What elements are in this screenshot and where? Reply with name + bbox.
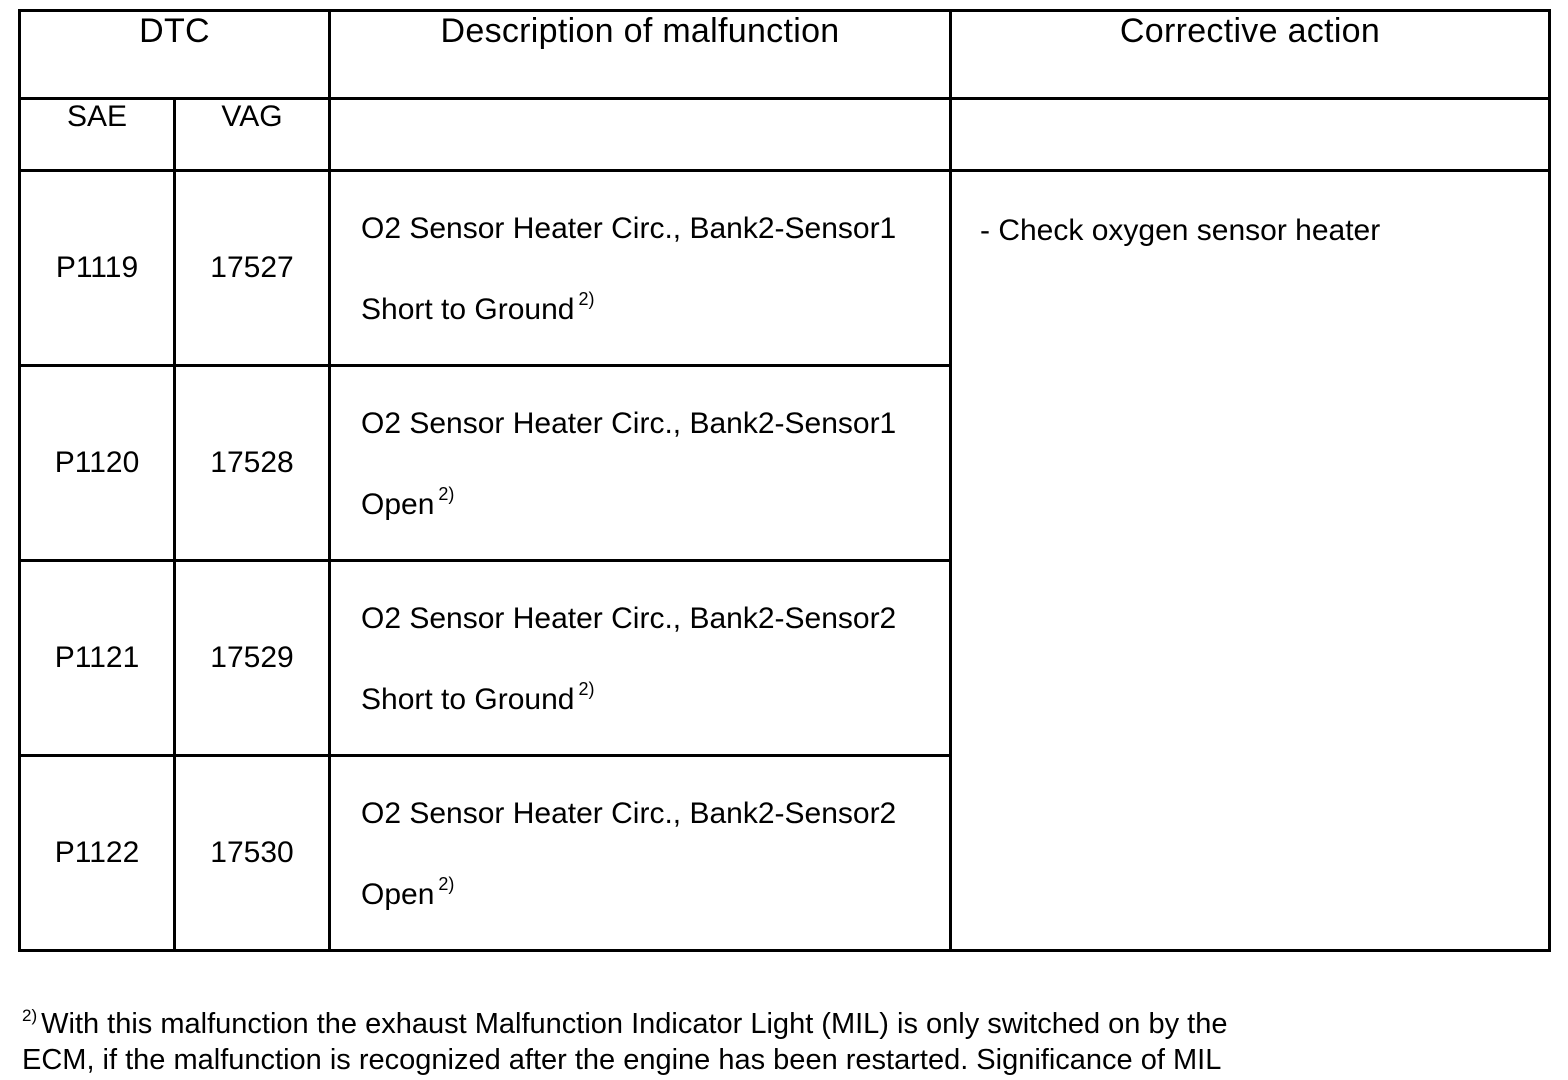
description-line-2 [361, 485, 949, 520]
footnote-text-1: With this malfunction the exhaust Malfunction Indicator Light (MIL) is only switched on by the [41, 1008, 1228, 1040]
footnote-mark: 2) [22, 1006, 38, 1025]
description-text: Open [361, 878, 435, 911]
malfunction-description [330, 756, 951, 951]
header-description: Description of malfunction [330, 11, 951, 99]
footnote-ref: 2) [578, 289, 595, 309]
corrective-action: - Check oxygen sensor heater [951, 171, 1550, 951]
footnote-line-2: ECM, if the malfunction is recognized after the engine has been restarted. Significance of MIL [22, 1044, 1222, 1076]
description-line-1: O2 Sensor Heater Circ., Bank2-Sensor1 [361, 407, 897, 440]
description-text: Open [361, 488, 435, 521]
description-line-2 [361, 875, 949, 910]
header-vag: VAG [175, 99, 330, 171]
vag-code: 17528 [175, 366, 330, 561]
malfunction-description [330, 171, 951, 366]
sae-code: P1121 [20, 561, 175, 756]
footnote-ref: 2) [438, 874, 455, 894]
table-row [20, 171, 1550, 366]
malfunction-description [330, 366, 951, 561]
header-sae: SAE [20, 99, 175, 171]
footnote [22, 998, 1422, 1078]
footnote-ref: 2) [578, 679, 595, 699]
description-line-1: O2 Sensor Heater Circ., Bank2-Sensor2 [361, 602, 897, 635]
header-dtc: DTC [20, 11, 330, 99]
description-line-2 [361, 290, 949, 325]
description-line-1: O2 Sensor Heater Circ., Bank2-Sensor2 [361, 797, 897, 830]
vag-code: 17527 [175, 171, 330, 366]
dtc-table [18, 9, 1551, 952]
malfunction-description [330, 561, 951, 756]
vag-code: 17529 [175, 561, 330, 756]
footnote-ref: 2) [438, 484, 455, 504]
footnote-line-1 [22, 998, 1422, 1042]
description-line-2 [361, 680, 949, 715]
header-corrective-action: Corrective action [951, 11, 1550, 99]
header-corrective-blank [951, 99, 1550, 171]
description-line-1: O2 Sensor Heater Circ., Bank2-Sensor1 [361, 212, 897, 245]
sae-code: P1119 [20, 171, 175, 366]
description-text: Short to Ground [361, 683, 575, 716]
vag-code: 17530 [175, 756, 330, 951]
header-description-blank [330, 99, 951, 171]
sae-code: P1120 [20, 366, 175, 561]
description-text: Short to Ground [361, 293, 575, 326]
sae-code: P1122 [20, 756, 175, 951]
